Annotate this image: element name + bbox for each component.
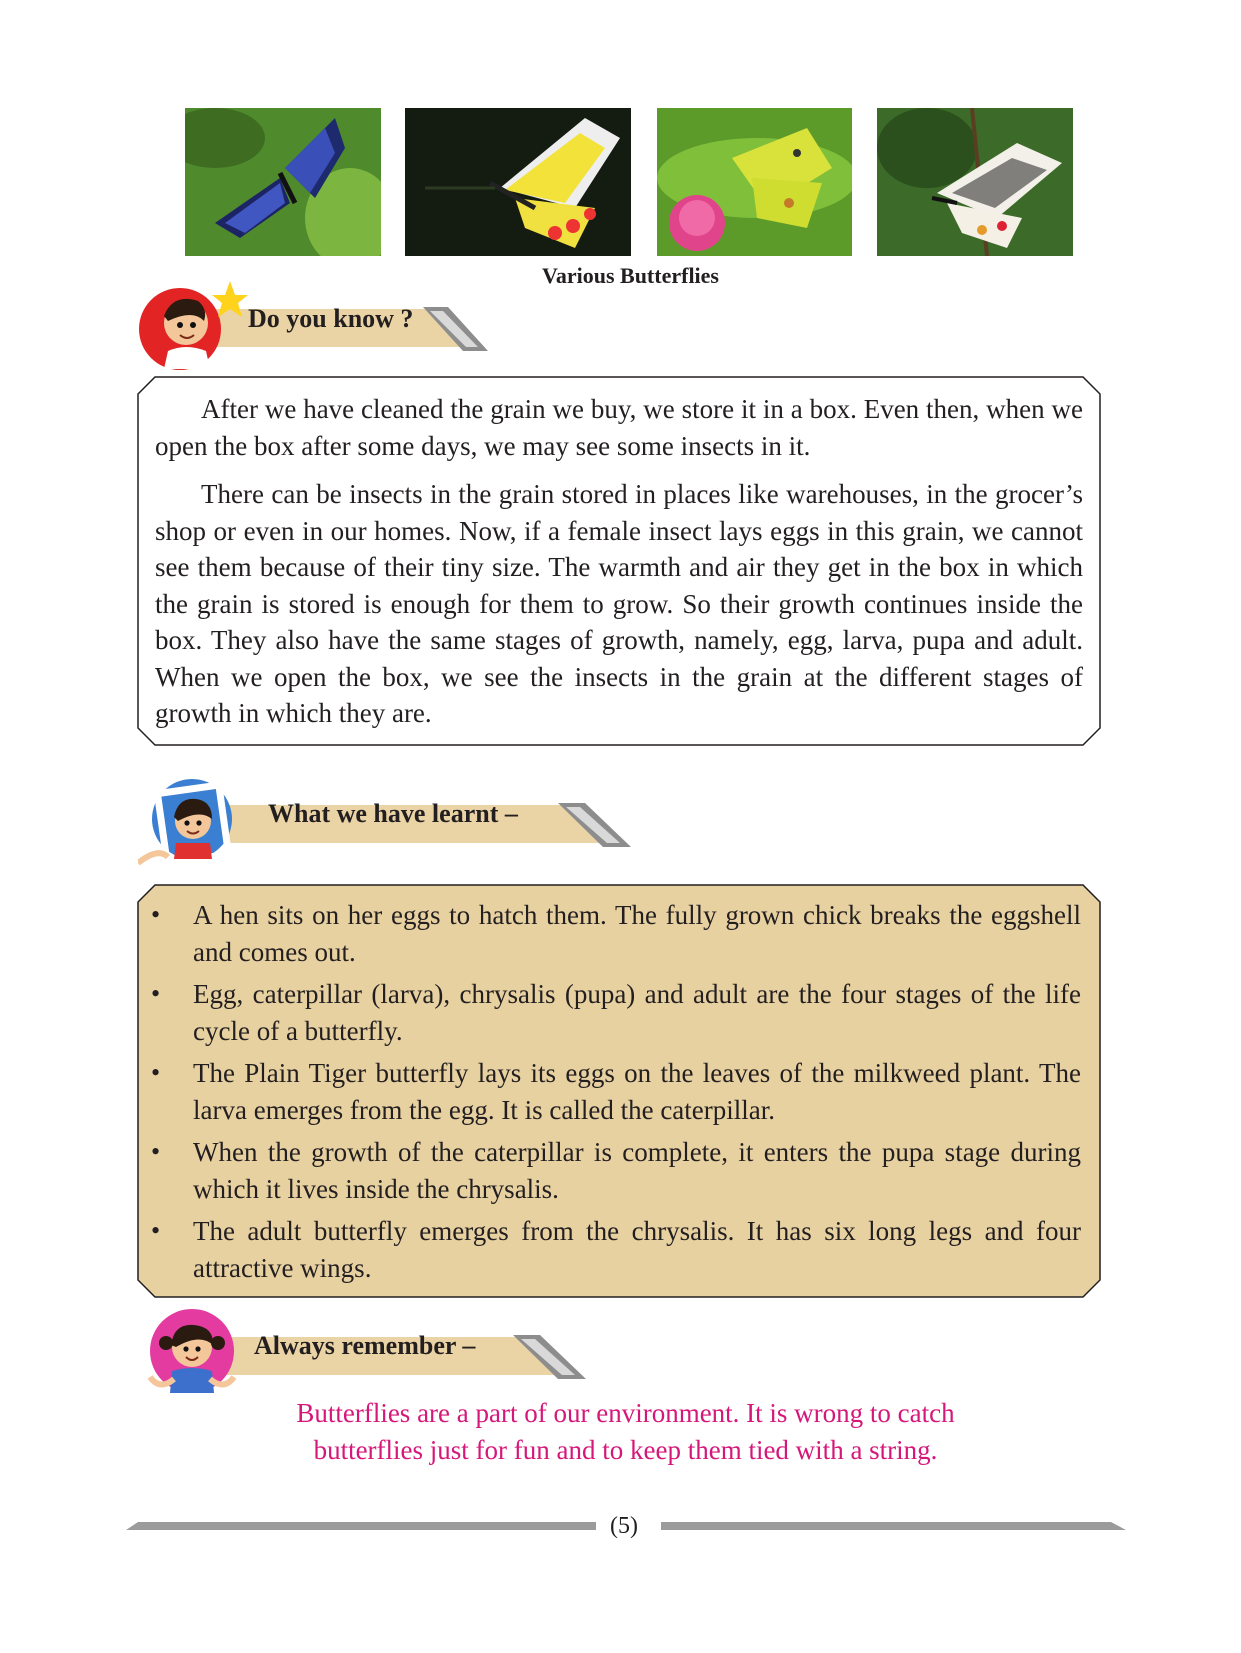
learnt-item: • When the growth of the caterpillar is complete, it enters the pupa stage during which it lives inside the chrysalis.: [137, 1134, 1081, 1207]
what-we-learnt-heading: What we have learnt –: [268, 799, 518, 828]
butterfly-photo-yellow-clover: [657, 108, 852, 256]
butterfly-photo-yellow-jezebel: [405, 108, 631, 256]
learnt-item: • The Plain Tiger butterfly lays its eggs on the leaves of the milkweed plant. The larva emerges from the egg. It is called the caterpillar.: [137, 1055, 1081, 1128]
boy-thinking-avatar: [138, 281, 248, 376]
girl-remember-avatar: [140, 1307, 250, 1408]
learnt-list: [137, 897, 1081, 1286]
always-remember-header: [138, 1303, 598, 1403]
do-you-know-box: [137, 376, 1101, 746]
do-you-know-paragraph-2: There can be insects in the grain stored in places like warehouses, in the grocer’s shop or even in our homes. Now, if a female insect lays eggs in this grain, we cannot see them because of their tiny size. The warmth and air they get in the box in which the grain is stored is enough for them to grow. So their growth continues inside the box. They also have the same stages of growth, namely, egg, larva, pupa and adult. When we open the box, we see the insects in the grain at the different stages of growth in which they are.: [155, 479, 1083, 728]
girl-frame-avatar: [138, 777, 248, 878]
butterfly-photo-lime: [877, 108, 1073, 256]
do-you-know-header: [138, 277, 518, 372]
page-number: (5): [610, 1513, 638, 1539]
learnt-item: • Egg, caterpillar (larva), chrysalis (pupa) and adult are the four stages of the life cycle of a butterfly.: [137, 976, 1081, 1049]
what-we-learnt-box: [137, 884, 1101, 1298]
learnt-item: • The adult butterfly emerges from the chrysalis. It has six long legs and four attractive wings.: [137, 1213, 1081, 1286]
do-you-know-heading: Do you know ?: [248, 304, 414, 333]
always-remember-line-1: Butterflies are a part of our environment. It is wrong to catch: [296, 1398, 955, 1428]
butterfly-photo-blue: [185, 108, 381, 256]
what-we-learnt-header: [138, 775, 638, 875]
photos-caption: Various Butterflies: [541, 263, 719, 288]
do-you-know-paragraph-1: After we have cleaned the grain we buy, we store it in a box. Even then, when we open the box after some days, we may see some insects in it.: [155, 394, 1083, 461]
learnt-item: • A hen sits on her eggs to hatch them. The fully grown chick breaks the eggshell and comes out.: [137, 897, 1081, 970]
always-remember-heading: Always remember –: [254, 1331, 476, 1360]
always-remember-line-2: butterflies just for fun and to keep them tied with a string.: [313, 1435, 938, 1465]
always-remember-text: [0, 1395, 1241, 1469]
